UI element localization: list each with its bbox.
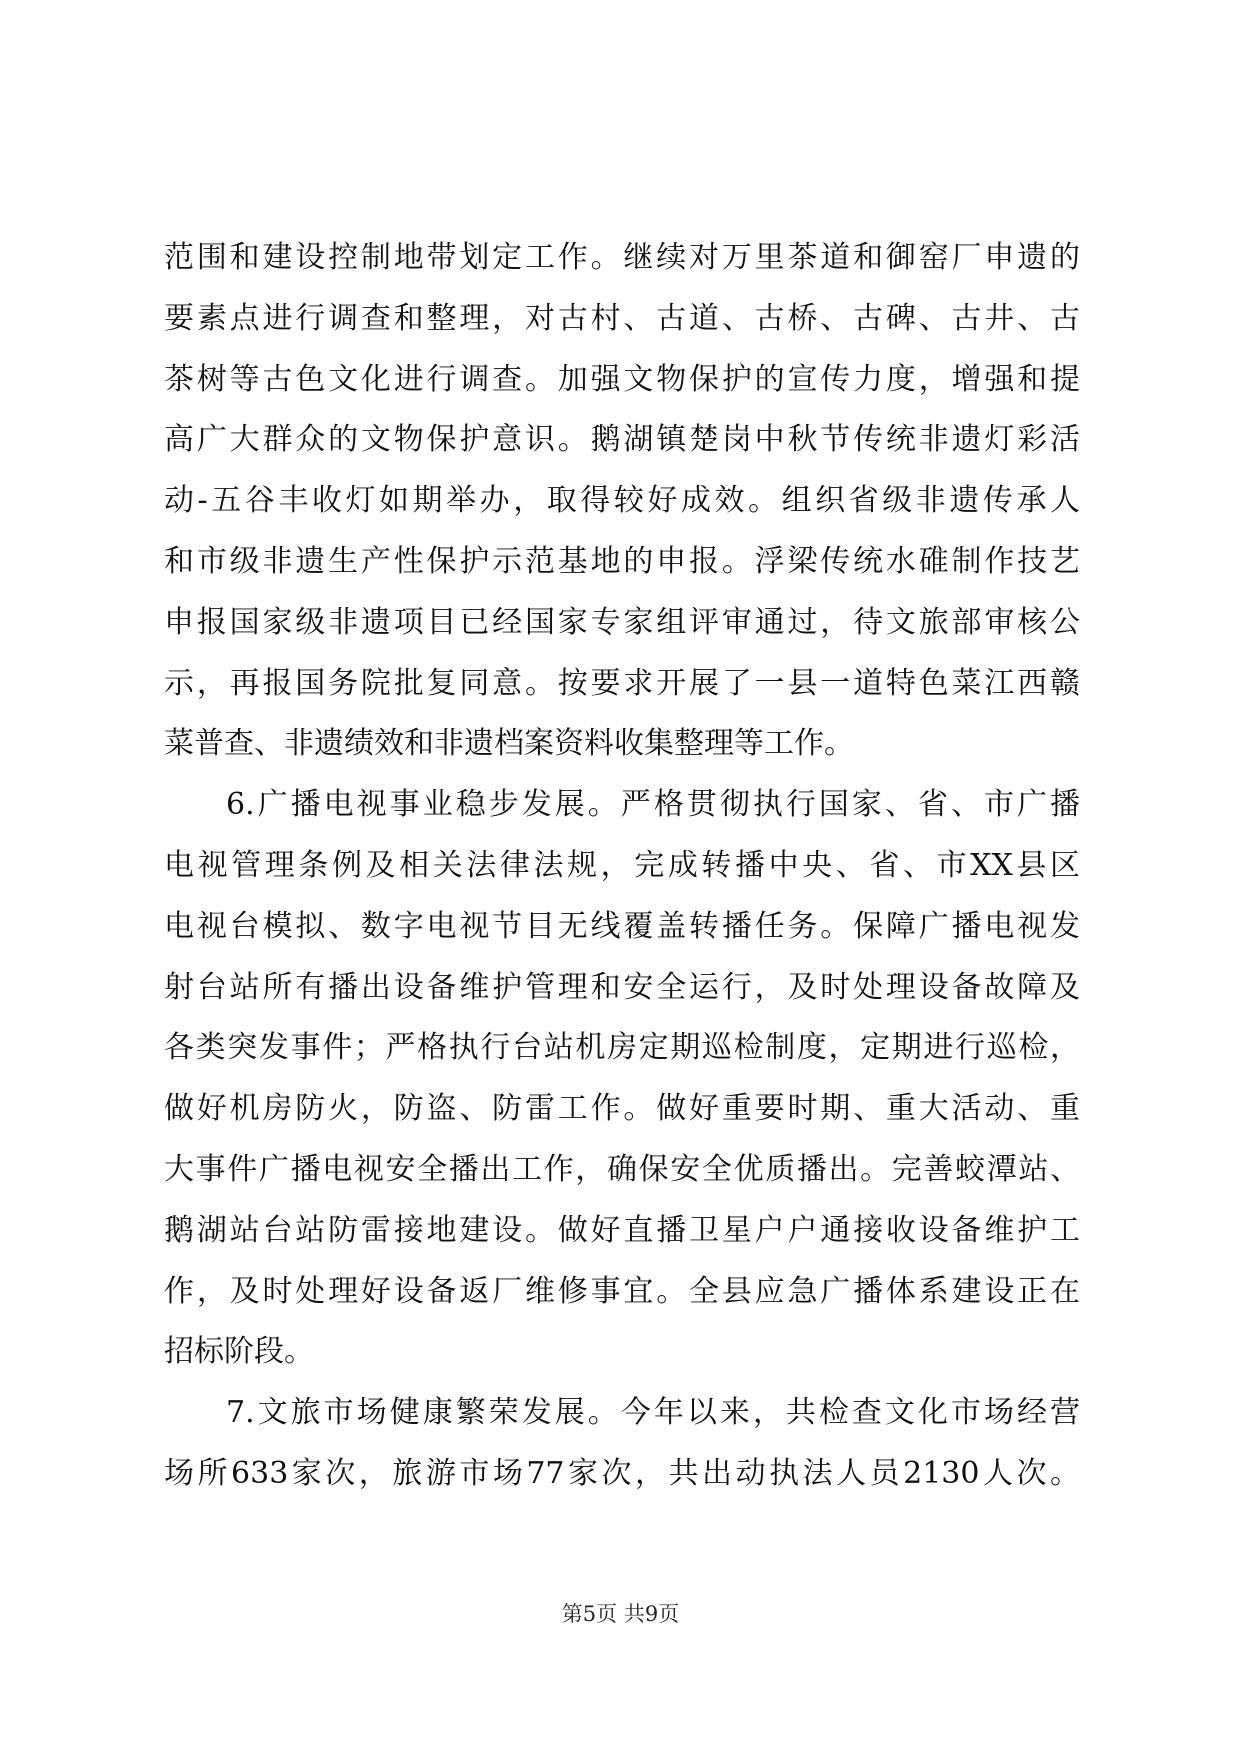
text-line: 示，再报国务院批复同意。按要求开展了一县一道特色菜江西赣 (164, 665, 1080, 701)
text-line: 电视管理条例及相关法律法规，完成转播中央、省、市XX县区 (164, 847, 1080, 883)
text-line: 场所633家次，旅游市场77家次，共出动执法人员2130人次。 (164, 1455, 1080, 1491)
section-heading-line: 6.广播电视事业稳步发展。严格贯彻执行国家、省、市广播 (226, 787, 1080, 823)
text-line: 招标阶段。 (164, 1334, 314, 1370)
text-line: 射台站所有播出设备维护管理和安全运行，及时处理设备故障及 (164, 969, 1080, 1005)
text-line: 大事件广播电视安全播出工作，确保安全优质播出。完善蛟潭站、 (164, 1151, 1080, 1187)
text-line: 菜普查、非遗绩效和非遗档案资料收集整理等工作。 (164, 726, 854, 762)
text-line: 电视台模拟、数字电视节目无线覆盖转播任务。保障广播电视发 (164, 908, 1080, 944)
paragraph-broadcast (164, 775, 1080, 1383)
text-line: 要素点进行调查和整理，对古村、古道、古桥、古碑、古井、古 (164, 300, 1080, 336)
text-line: 鹅湖站台站防雷接地建设。做好直播卫星户户通接收设备维护工 (164, 1212, 1080, 1248)
paragraph-market (164, 1383, 1080, 1505)
text-line: 申报国家级非遗项目已经国家专家组评审通过，待文旅部审核公 (164, 604, 1080, 640)
text-line: 茶树等古色文化进行调查。加强文物保护的宣传力度，增强和提 (164, 361, 1080, 397)
text-line: 作，及时处理好设备返厂维修事宜。全县应急广播体系建设正在 (164, 1273, 1080, 1309)
text-line: 做好机房防火，防盗、防雷工作。做好重要时期、重大活动、重 (164, 1091, 1080, 1127)
text-line: 各类突发事件；严格执行台站机房定期巡检制度，定期进行巡检， (164, 1030, 1080, 1066)
text-line: 动-五谷丰收灯如期举办，取得较好成效。组织省级非遗传承人 (164, 483, 1080, 519)
page-number-footer: 第5页 共9页 (561, 1602, 680, 1626)
body-text (164, 228, 1080, 1505)
text-line: 高广大群众的文物保护意识。鹅湖镇楚岗中秋节传统非遗灯彩活 (164, 422, 1080, 458)
section-heading-line: 7.文旅市场健康繁荣发展。今年以来，共检查文化市场经营 (226, 1395, 1080, 1431)
paragraph-heritage (164, 228, 1080, 775)
text-line: 和市级非遗生产性保护示范基地的申报。浮梁传统水碓制作技艺 (164, 543, 1080, 579)
text-line: 范围和建设控制地带划定工作。继续对万里茶道和御窑厂申遗的 (164, 240, 1080, 275)
